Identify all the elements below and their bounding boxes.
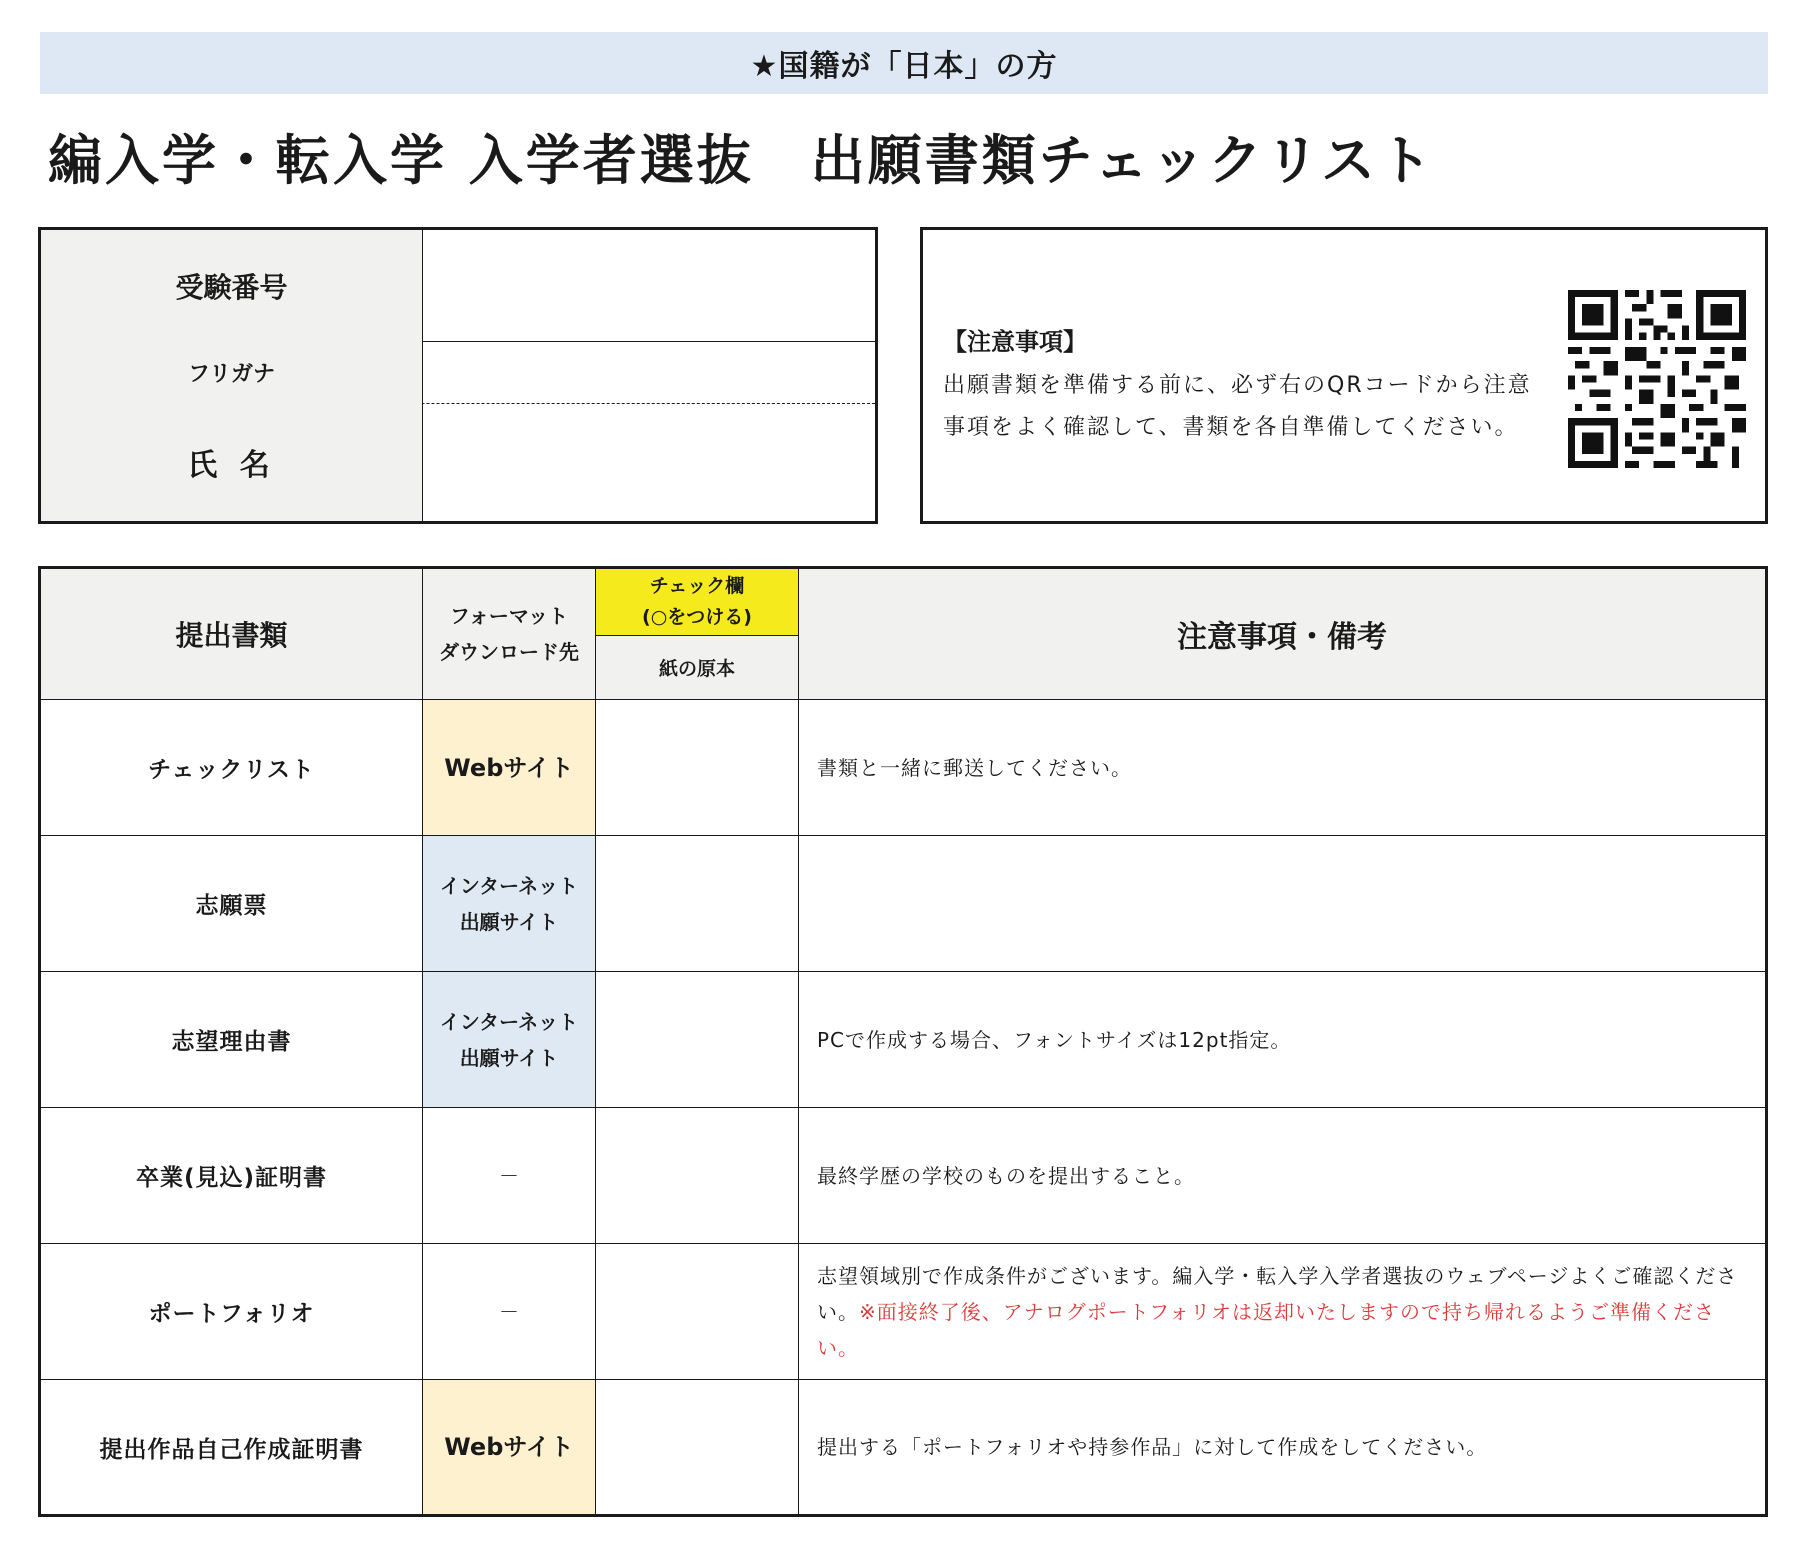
notes-cell: 最終学歴の学校のものを提出すること。 xyxy=(799,1108,1767,1244)
nationality-banner: ★国籍が「日本」の方 xyxy=(40,32,1768,94)
check-cell[interactable] xyxy=(596,1380,799,1516)
document-name: ポートフォリオ xyxy=(40,1244,423,1380)
page-title: 編入学・転入学 入学者選抜 出願書類チェックリスト xyxy=(48,129,1436,192)
header-format-line2: ダウンロード先 xyxy=(439,640,579,664)
table-row xyxy=(40,836,1767,972)
header-check-line2: (○をつける) xyxy=(642,606,752,628)
document-name: チェックリスト xyxy=(40,700,423,836)
notice-box xyxy=(920,227,1768,524)
notes-cell xyxy=(799,1244,1767,1380)
notes-warning-text: ※面接終了後、アナログポートフォリオは返却いたしますので持ち帰れるようご準備ください。 xyxy=(817,1299,1715,1360)
format-source-line1: インターネット xyxy=(439,1009,579,1034)
table-row xyxy=(40,1108,1767,1244)
check-cell[interactable] xyxy=(596,972,799,1108)
header-original: 紙の原本 xyxy=(596,636,799,700)
table-row xyxy=(40,1244,1767,1380)
notes-text: 志望領域別で作成条件がございます。編入学・転入学入学者選抜のウェブページよくご確認ください。 xyxy=(817,1263,1738,1324)
document-name: 提出作品自己作成証明書 xyxy=(40,1380,423,1516)
qr-code-icon[interactable] xyxy=(1568,290,1746,468)
header-format-line1: フォーマット xyxy=(449,604,569,628)
exam-number-field[interactable] xyxy=(423,230,875,341)
notice-heading: 【注意事項】 xyxy=(943,328,1087,356)
header-notes: 注意事項・備考 xyxy=(799,568,1767,700)
table-row xyxy=(40,1380,1767,1516)
format-source xyxy=(423,972,596,1108)
format-source-line2: 出願サイト xyxy=(459,909,559,934)
format-source: － xyxy=(423,1244,596,1380)
format-source-line2: 出願サイト xyxy=(459,1045,559,1070)
notice-body: 出願書類を準備する前に、必ず右のQRコードから注意事項をよく確認して、書類を各自準備してください。 xyxy=(943,373,1532,440)
exam-number-row xyxy=(41,230,875,342)
check-cell[interactable] xyxy=(596,836,799,972)
document-name: 志望理由書 xyxy=(40,972,423,1108)
header-document: 提出書類 xyxy=(40,568,423,700)
applicant-info-box xyxy=(38,227,878,524)
notes-cell: 提出する「ポートフォリオや持参作品」に対して作成をしてください。 xyxy=(799,1380,1767,1516)
header-check-line1: チェック欄 xyxy=(649,575,745,597)
name-label: 氏 名 xyxy=(41,403,423,521)
document-name: 卒業(見込)証明書 xyxy=(40,1108,423,1244)
format-source: Webサイト xyxy=(423,1380,596,1516)
document-checklist-table xyxy=(38,566,1768,1517)
format-source xyxy=(423,836,596,972)
name-row xyxy=(41,403,875,521)
notes-cell: 書類と一緒に郵送してください。 xyxy=(799,700,1767,836)
table-row xyxy=(40,700,1767,836)
format-source: Webサイト xyxy=(423,700,596,836)
document-name: 志願票 xyxy=(40,836,423,972)
header-format xyxy=(423,568,596,700)
name-field[interactable] xyxy=(423,403,875,521)
check-cell[interactable] xyxy=(596,1108,799,1244)
furigana-label: フリガナ xyxy=(41,341,423,403)
format-source: － xyxy=(423,1108,596,1244)
format-source-line1: インターネット xyxy=(439,873,579,898)
furigana-row xyxy=(41,341,875,404)
exam-number-label: 受験番号 xyxy=(41,230,423,341)
header-check xyxy=(596,568,799,636)
check-cell[interactable] xyxy=(596,1244,799,1380)
notes-cell xyxy=(799,836,1767,972)
furigana-field[interactable] xyxy=(423,341,875,403)
notes-cell: PCで作成する場合、フォントサイズは12pt指定。 xyxy=(799,972,1767,1108)
check-cell[interactable] xyxy=(596,700,799,836)
table-row xyxy=(40,972,1767,1108)
